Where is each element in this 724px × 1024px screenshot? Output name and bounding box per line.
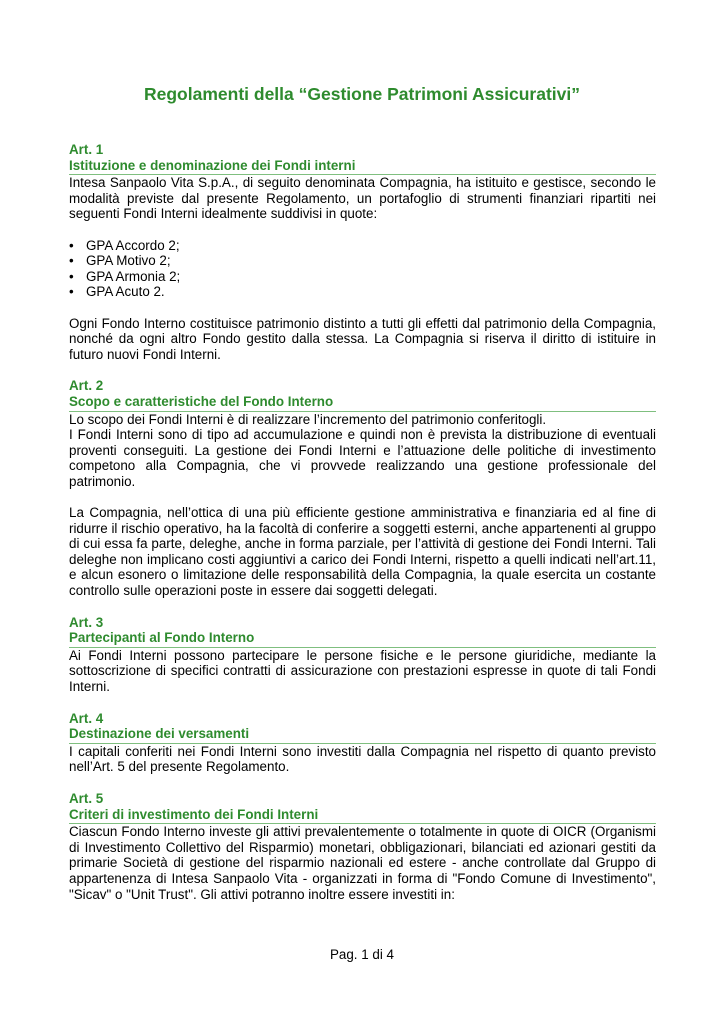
article-3	[69, 615, 656, 695]
article-5	[69, 791, 656, 902]
article-title: Istituzione e denominazione dei Fondi interni	[69, 158, 656, 176]
list-item: • GPA Accordo 2;	[69, 237, 180, 253]
article-number: Art. 3	[69, 614, 104, 630]
article-title: Destinazione dei versamenti	[69, 726, 656, 744]
bullet-icon: •	[69, 253, 74, 269]
list-item: • GPA Motivo 2;	[69, 253, 171, 269]
article-number: Art. 2	[69, 378, 104, 394]
article-paragraph: Ogni Fondo Interno costituisce patrimonio distinto a tutti gli effetti dal patrimonio della Compagnia, nonché da ogni altro Fondo gestito dalla stessa. La Compagnia si riserva il diritto di istituire in futuro nuovi Fondi Interni.	[69, 315, 656, 362]
list-item: • GPA Acuto 2.	[69, 284, 165, 300]
bullet-icon: •	[69, 268, 74, 284]
bullet-icon: •	[69, 284, 74, 300]
article-paragraph: Intesa Sanpaolo Vita S.p.A., di seguito denominata Compagnia, ha istituito e gestisce, secondo le modalità previste dal presente Regolamento, un portafoglio di strumenti finanziari ripartiti nei seguenti Fondi Interni idealmente suddivisi in quote:	[69, 175, 656, 222]
bullet-icon: •	[69, 237, 74, 253]
article-paragraph: Lo scopo dei Fondi Interni è di realizzare l’incremento del patrimonio conferitogli.	[69, 411, 547, 427]
article-2	[69, 378, 656, 598]
article-number: Art. 4	[69, 710, 104, 726]
article-title: Criteri di investimento dei Fondi Interni	[69, 807, 656, 825]
document-body	[69, 142, 656, 918]
article-title: Partecipanti al Fondo Interno	[69, 630, 656, 648]
article-paragraph: Ciascun Fondo Interno investe gli attivi prevalentemente o totalmente in quote di OICR (Organismi di Investimento Collettivo del Risparmio) monetari, obbligazionari, bilanciati ed azionari gestiti da primarie Società di gestione del risparmio nazionali ed estere - anche controllate dal Gruppo di appartenenza di Intesa Sanpaolo Vita - organizzati in forma di "Fondo Comune di Investimento", "Sicav" o "Unit Trust". Gli attivi potranno inoltre essere investiti in:	[69, 824, 656, 902]
article-title: Scopo e caratteristiche del Fondo Interno	[69, 394, 656, 412]
list-item: • GPA Armonia 2;	[69, 268, 181, 284]
article-number: Art. 1	[69, 142, 104, 157]
article-paragraph: I Fondi Interni sono di tipo ad accumulazione e quindi non è prevista la distribuzione di eventuali proventi conseguiti. La gestione dei Fondi Interni e l’attuazione delle politiche di investimento competono alla Compagnia, che vi provvede realizzando una gestione professionale del patrimonio.	[69, 427, 656, 489]
article-paragraph: I capitali conferiti nei Fondi Interni sono investiti dalla Compagnia nel rispetto di quanto previsto nell’Art. 5 del presente Regolamento.	[69, 743, 656, 775]
article-paragraph: La Compagnia, nell’ottica di una più efficiente gestione amministrativa e finanziaria ed al fine di ridurre il rischio operativo, ha la facoltà di conferire a soggetti esterni, anche appartenenti al gruppo di cui essa fa parte, deleghe, anche in forma parziale, per l’attività di gestione dei Fondi Interni. Tali deleghe non implicano costi aggiuntivi a carico dei Fondi Interni, rispetto a quelli indicati nell’art.11, e alcun esonero o limitazione delle responsabilità della Compagnia, la quale esercita un costante controllo sulle operazioni poste in essere dai soggetti delegati.	[69, 505, 656, 599]
fund-list	[69, 238, 656, 300]
page-title: Regolamenti della “Gestione Patrimoni Assicurativi”	[144, 84, 580, 104]
article-paragraph: Ai Fondi Interni possono partecipare le persone fisiche e le persone giuridiche, mediante la sottoscrizione di specifici contratti di assicurazione con prestazioni espresse in quote di tali Fondi Interni.	[69, 647, 656, 694]
article-number: Art. 5	[69, 790, 104, 806]
article-4	[69, 711, 656, 775]
page-number: Pag. 1 di 4	[329, 947, 395, 962]
article-1	[69, 142, 656, 362]
